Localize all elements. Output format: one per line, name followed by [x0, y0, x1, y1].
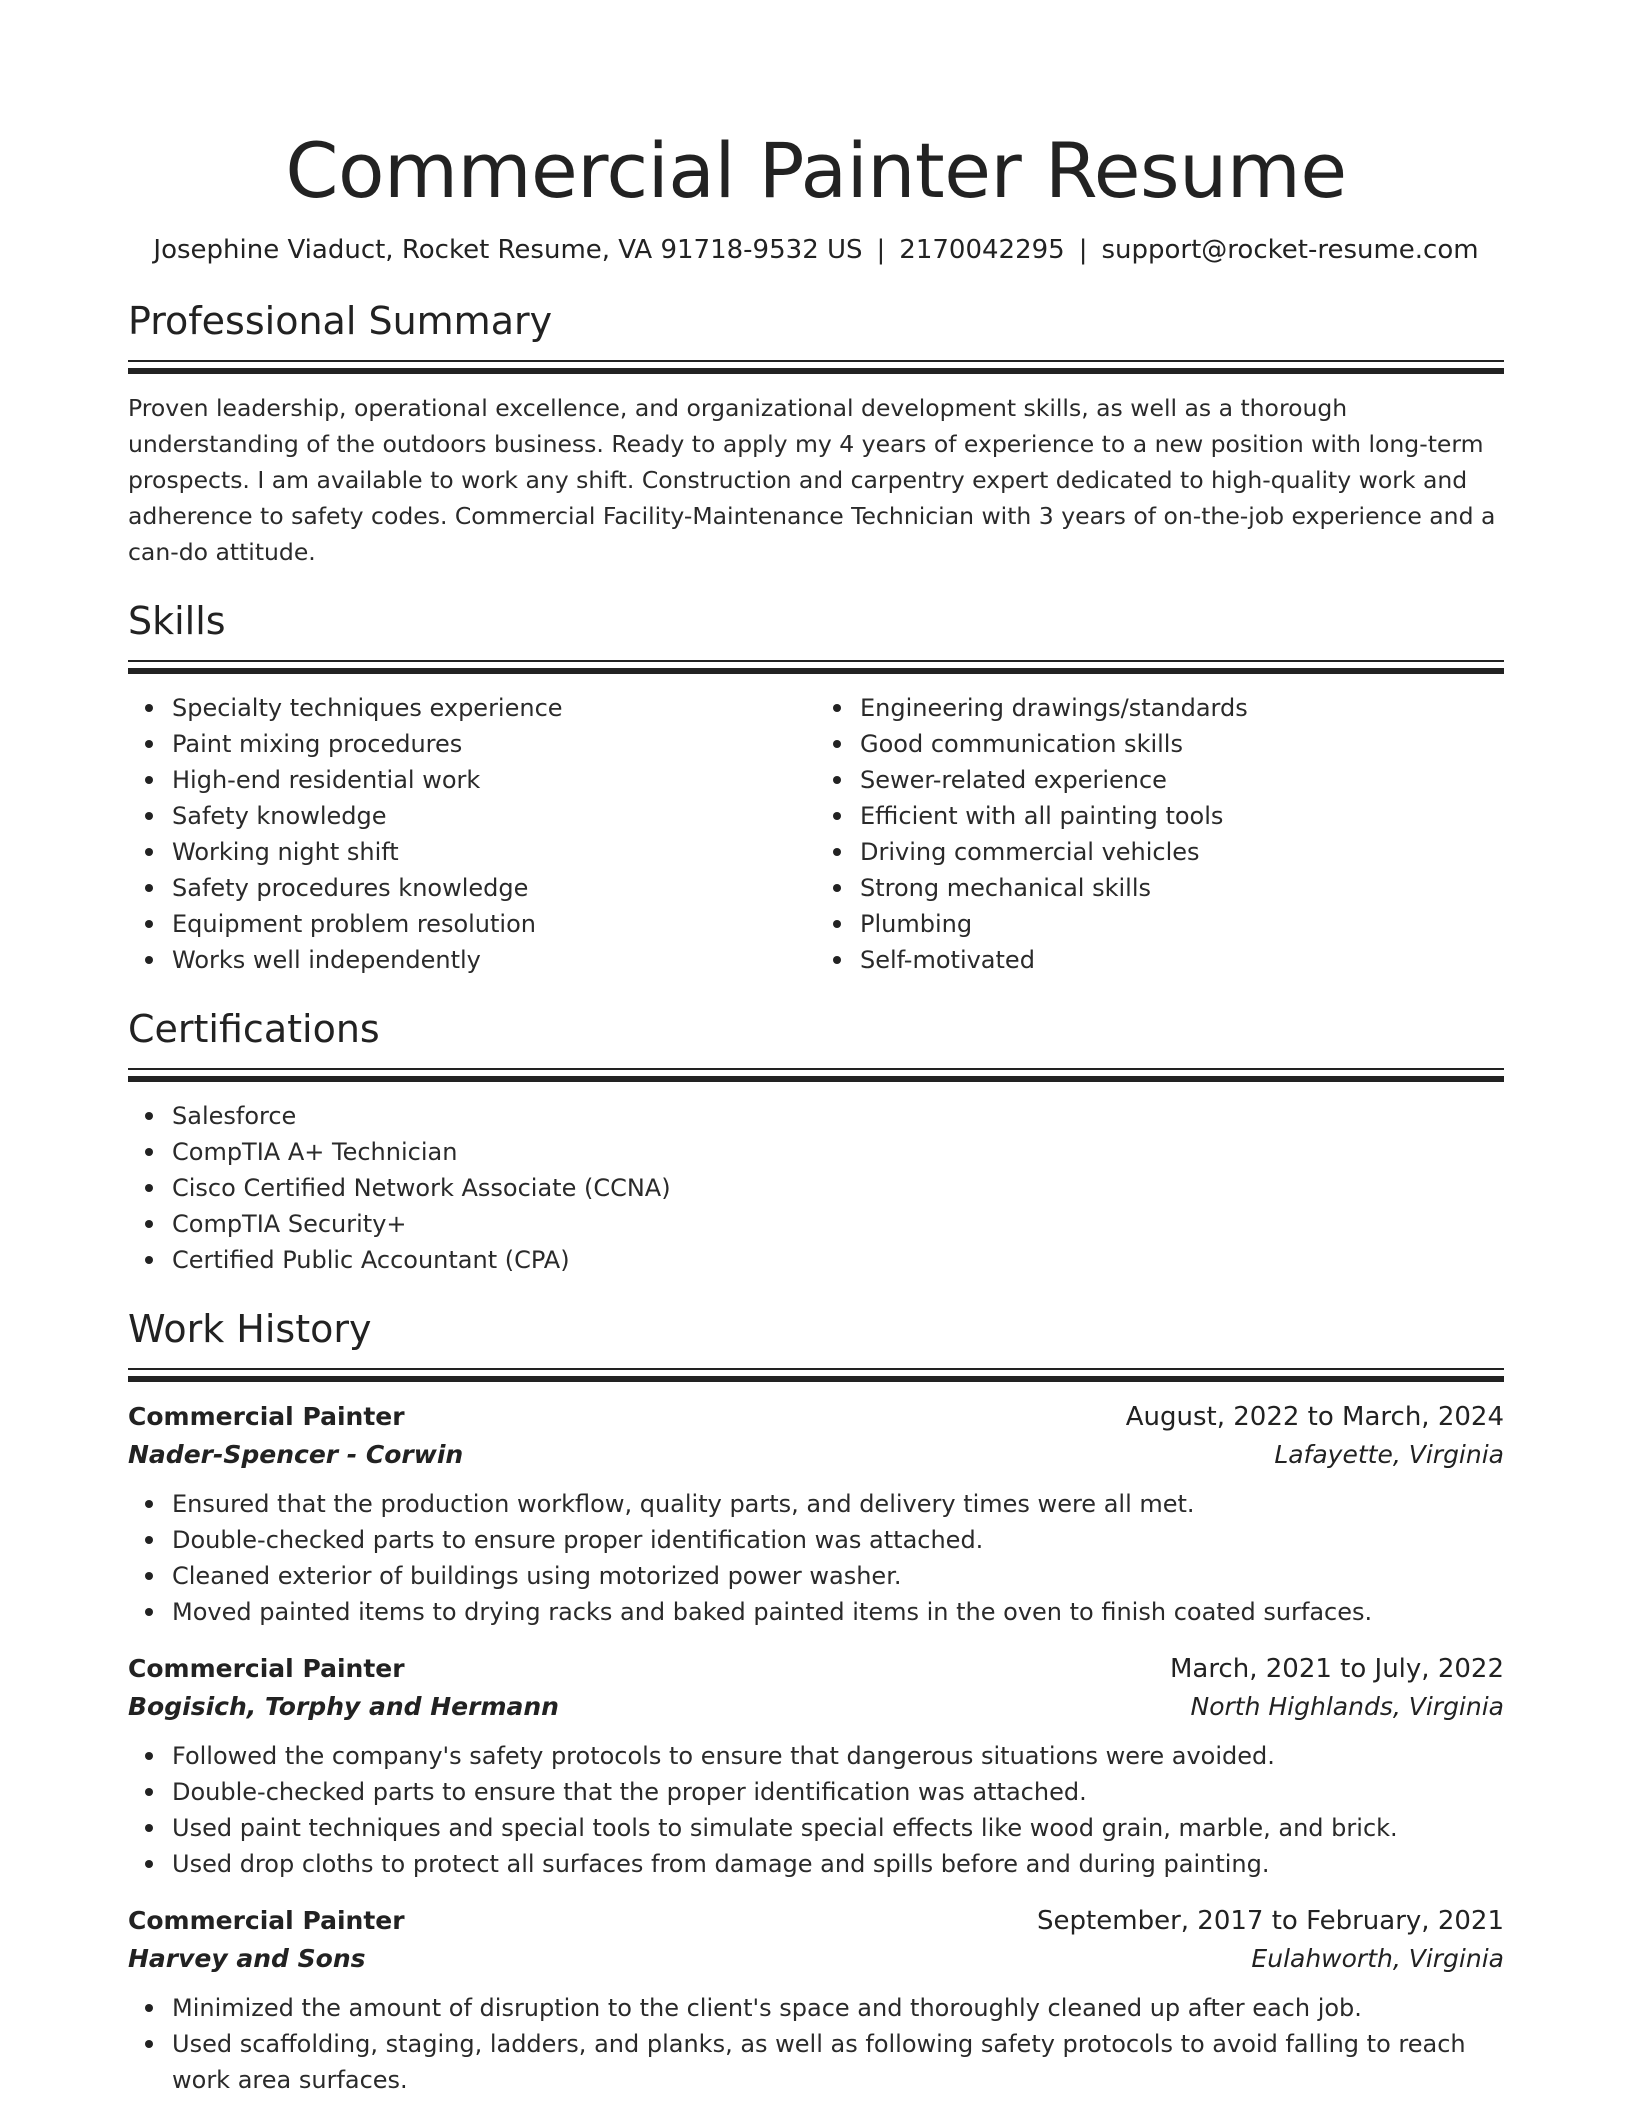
section-divider [128, 1068, 1504, 1082]
skill-item: Driving commercial vehicles [860, 834, 1504, 870]
skill-item: Safety knowledge [172, 798, 816, 834]
section-divider [128, 360, 1504, 374]
skills-list-right [816, 690, 1504, 978]
job-header-row [128, 1902, 1504, 1940]
skill-item: Works well independently [172, 942, 816, 978]
job-bullet: Used scaffolding, staging, ladders, and planks, as well as following safety protocols to avoid falling to reach work area surfaces. [172, 2026, 1504, 2098]
job-bullets [128, 1738, 1504, 1882]
job-entry [128, 1398, 1504, 1630]
job-company: Harvey and Sons [128, 1944, 366, 1973]
job-bullet: Ensured that the production workflow, quality parts, and delivery times were all met. [172, 1486, 1504, 1522]
skill-item: Strong mechanical skills [860, 870, 1504, 906]
section-divider [128, 660, 1504, 674]
job-dates: September, 2017 to February, 2021 [1037, 1906, 1504, 1936]
skill-item: High-end residential work [172, 762, 816, 798]
job-company: Bogisich, Torphy and Hermann [128, 1692, 559, 1721]
skill-item: Plumbing [860, 906, 1504, 942]
job-bullet: Minimized the amount of disruption to the client's space and thoroughly cleaned up after each job. [172, 1990, 1504, 2026]
certifications-heading: Certifications [128, 1007, 380, 1051]
skill-item: Safety procedures knowledge [172, 870, 816, 906]
skills-grid [128, 690, 1504, 978]
job-company-row [128, 1940, 1504, 1978]
job-bullet: Used paint techniques and special tools to simulate special effects like wood grain, marble, and brick. [172, 1810, 1504, 1846]
skills-section [128, 596, 1504, 978]
job-bullets [128, 1990, 1504, 2098]
resume-title: Commercial Painter Resume [285, 126, 1347, 215]
job-company: Nader-Spencer - Corwin [128, 1440, 464, 1469]
contact-phone: 2170042295 [899, 235, 1065, 265]
skill-item: Equipment problem resolution [172, 906, 816, 942]
job-location: Lafayette, Virginia [1274, 1440, 1504, 1469]
job-bullet: Used drop cloths to protect all surfaces from damage and spills before and during painting. [172, 1846, 1504, 1882]
job-bullets [128, 1486, 1504, 1630]
summary-heading: Professional Summary [128, 299, 553, 343]
certification-item: Certified Public Accountant (CPA) [172, 1242, 1504, 1278]
contact-line [128, 232, 1504, 268]
skill-item: Good communication skills [860, 726, 1504, 762]
certification-item: CompTIA Security+ [172, 1206, 1504, 1242]
section-divider [128, 1368, 1504, 1382]
work-history-section [128, 1304, 1504, 2098]
skills-list-left [128, 690, 816, 978]
contact-separator: | [876, 235, 886, 265]
summary-text: Proven leadership, operational excellence, and organizational development skills, as well as a thorough understanding of the outdoors business. Ready to apply my 4 years of experience to a new position with long-term prospects. I am available to work any shift. Construction and carpentry expert dedicated to high-quality work and adherence to safety codes. Commercial Facility-Maintenance Technician with 3 years of on-the-job experience and a can-do attitude. [128, 394, 1496, 566]
contact-address: Josephine Viaduct, Rocket Resume, VA 91718-9532 US [153, 235, 863, 265]
job-bullet: Double-checked parts to ensure proper identification was attached. [172, 1522, 1504, 1558]
job-dates: August, 2022 to March, 2024 [1125, 1402, 1504, 1432]
contact-separator: | [1078, 235, 1088, 265]
job-title: Commercial Painter [128, 1654, 405, 1683]
summary-section [128, 296, 1504, 570]
skill-item: Specialty techniques experience [172, 690, 816, 726]
skill-item: Working night shift [172, 834, 816, 870]
job-entry [128, 1650, 1504, 1882]
job-dates: March, 2021 to July, 2022 [1169, 1654, 1504, 1684]
job-entry [128, 1902, 1504, 2098]
skill-item: Efficient with all painting tools [860, 798, 1504, 834]
job-title: Commercial Painter [128, 1402, 405, 1431]
certification-item: Cisco Certified Network Associate (CCNA) [172, 1170, 1504, 1206]
job-bullet: Double-checked parts to ensure that the proper identification was attached. [172, 1774, 1504, 1810]
skill-item: Self-motivated [860, 942, 1504, 978]
job-header-row [128, 1398, 1504, 1436]
certification-item: CompTIA A+ Technician [172, 1134, 1504, 1170]
job-location: North Highlands, Virginia [1190, 1692, 1504, 1721]
work-history-heading: Work History [128, 1307, 372, 1351]
job-title: Commercial Painter [128, 1906, 405, 1935]
job-company-row [128, 1436, 1504, 1474]
job-company-row [128, 1688, 1504, 1726]
job-bullet: Followed the company's safety protocols to ensure that dangerous situations were avoided. [172, 1738, 1504, 1774]
contact-email: support@rocket-resume.com [1101, 235, 1479, 265]
certifications-list [128, 1098, 1504, 1278]
skill-item: Paint mixing procedures [172, 726, 816, 762]
job-bullet: Cleaned exterior of buildings using motorized power washer. [172, 1558, 1504, 1594]
job-header-row [128, 1650, 1504, 1688]
skill-item: Sewer-related experience [860, 762, 1504, 798]
certifications-section [128, 1004, 1504, 1278]
job-bullet: Moved painted items to drying racks and baked painted items in the oven to finish coated surfaces. [172, 1594, 1504, 1630]
skill-item: Engineering drawings/standards [860, 690, 1504, 726]
certification-item: Salesforce [172, 1098, 1504, 1134]
job-location: Eulahworth, Virginia [1251, 1944, 1504, 1973]
skills-heading: Skills [128, 599, 226, 643]
